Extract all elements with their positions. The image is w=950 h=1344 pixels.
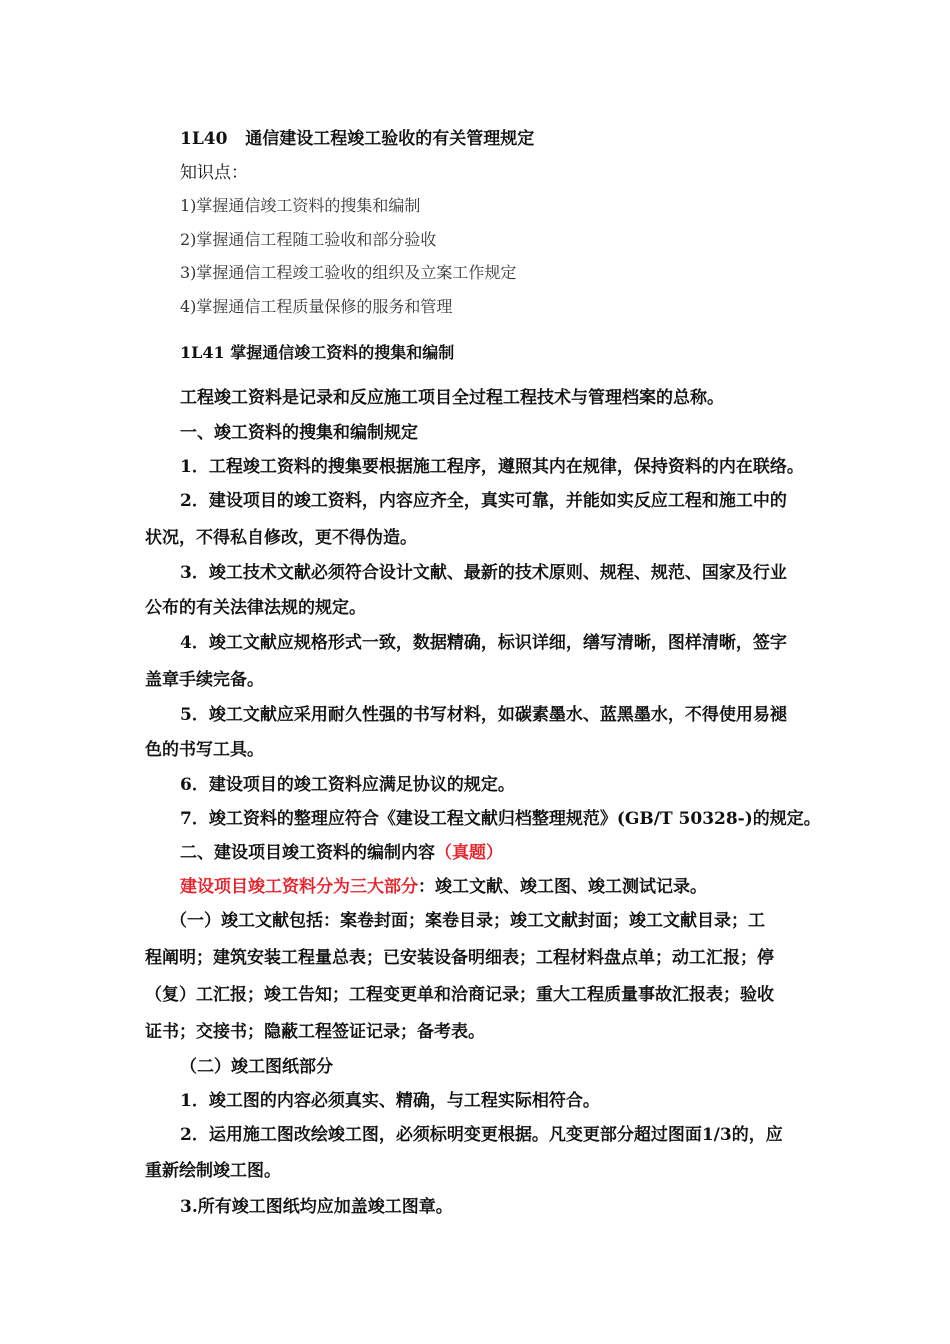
- knowledge-label: 知识点：: [180, 163, 248, 183]
- subsection-title: 掌握通信竣工资料的搜集和编制: [230, 343, 455, 362]
- rule-item: 4．竣工文献应规格形式一致，数据精确，标识详细，缮写清晰，图样清晰，签字: [180, 633, 787, 653]
- section-heading: [180, 131, 534, 148]
- section-title: 通信建设工程竣工验收的有关管理规定: [245, 129, 535, 149]
- part2-heading-text: 二、建设项目竣工资料的编制内容: [180, 843, 435, 863]
- knowledge-point: 2)掌握通信工程随工验收和部分验收: [180, 230, 437, 249]
- exam-tag: （真题）: [435, 843, 503, 863]
- part2-heading: [180, 845, 503, 862]
- three-parts-line: [180, 879, 707, 896]
- three-parts-text: ：竣工文献、竣工图、竣工测试记录。: [418, 877, 707, 897]
- docs-paragraph-line: 证书；交接书；隐蔽工程签证记录；备考表。: [145, 1022, 485, 1042]
- rule-item: 6．建设项目的竣工资料应满足协议的规定。: [180, 775, 515, 795]
- section-code: 1L40: [180, 129, 228, 149]
- knowledge-point: 1)掌握通信竣工资料的搜集和编制: [180, 196, 421, 215]
- knowledge-point: 3)掌握通信工程竣工验收的组织及立案工作规定: [180, 263, 517, 282]
- drawing-rule: 2．运用施工图改绘竣工图，必须标明变更根据。凡变更部分超过图面1/3的，应: [180, 1125, 783, 1145]
- rule-item: 7．竣工资料的整理应符合《建设工程文献归档整理规范》(GB/T 50328-)的规定。: [180, 809, 821, 829]
- three-parts-highlight: 建设项目竣工资料分为三大部分: [180, 877, 418, 897]
- docs-paragraph-line: （一）竣工文献包括：案卷封面；案卷目录；竣工文献封面；竣工文献目录；工: [170, 911, 765, 931]
- rule-item-continued: 盖章手续完备。: [145, 670, 264, 690]
- drawing-rule-continued: 重新绘制竣工图。: [145, 1161, 281, 1181]
- drawings-heading: （二）竣工图纸部分: [180, 1057, 333, 1077]
- rule-item: 2．建设项目的竣工资料，内容应齐全，真实可靠，并能如实反应工程和施工中的: [180, 491, 787, 511]
- rule-item-continued: 状况，不得私自修改，更不得伪造。: [145, 528, 417, 548]
- subsection-code: 1L41: [180, 343, 225, 362]
- rule-item-continued: 色的书写工具。: [145, 740, 264, 760]
- docs-paragraph-line: 程阐明；建筑安装工程量总表；已安装设备明细表；工程材料盘点单；动工汇报；停: [145, 948, 774, 968]
- drawing-rule: 1．竣工图的内容必须真实、精确，与工程实际相符合。: [180, 1091, 600, 1111]
- knowledge-point: 4)掌握通信工程质量保修的服务和管理: [180, 297, 453, 316]
- rule-item-continued: 公布的有关法律法规的规定。: [145, 598, 366, 618]
- rule-item: 5．竣工文献应采用耐久性强的书写材料，如碳素墨水、蓝黑墨水，不得使用易褪: [180, 705, 787, 725]
- drawing-rule: 3.所有竣工图纸均应加盖竣工图章。: [180, 1197, 453, 1217]
- rule-item: 1．工程竣工资料的搜集要根据施工程序，遵照其内在规律，保持资料的内在联络。: [180, 457, 804, 477]
- subsection-heading: [180, 345, 454, 361]
- intro-paragraph: 工程竣工资料是记录和反应施工项目全过程工程技术与管理档案的总称。: [180, 388, 724, 408]
- part1-heading: 一、竣工资料的搜集和编制规定: [180, 423, 418, 443]
- rule-item: 3．竣工技术文献必须符合设计文献、最新的技术原则、规程、规范、国家及行业: [180, 563, 787, 583]
- docs-paragraph-line: （复）工汇报；竣工告知；工程变更单和洽商记录；重大工程质量事故汇报表；验收: [145, 985, 774, 1005]
